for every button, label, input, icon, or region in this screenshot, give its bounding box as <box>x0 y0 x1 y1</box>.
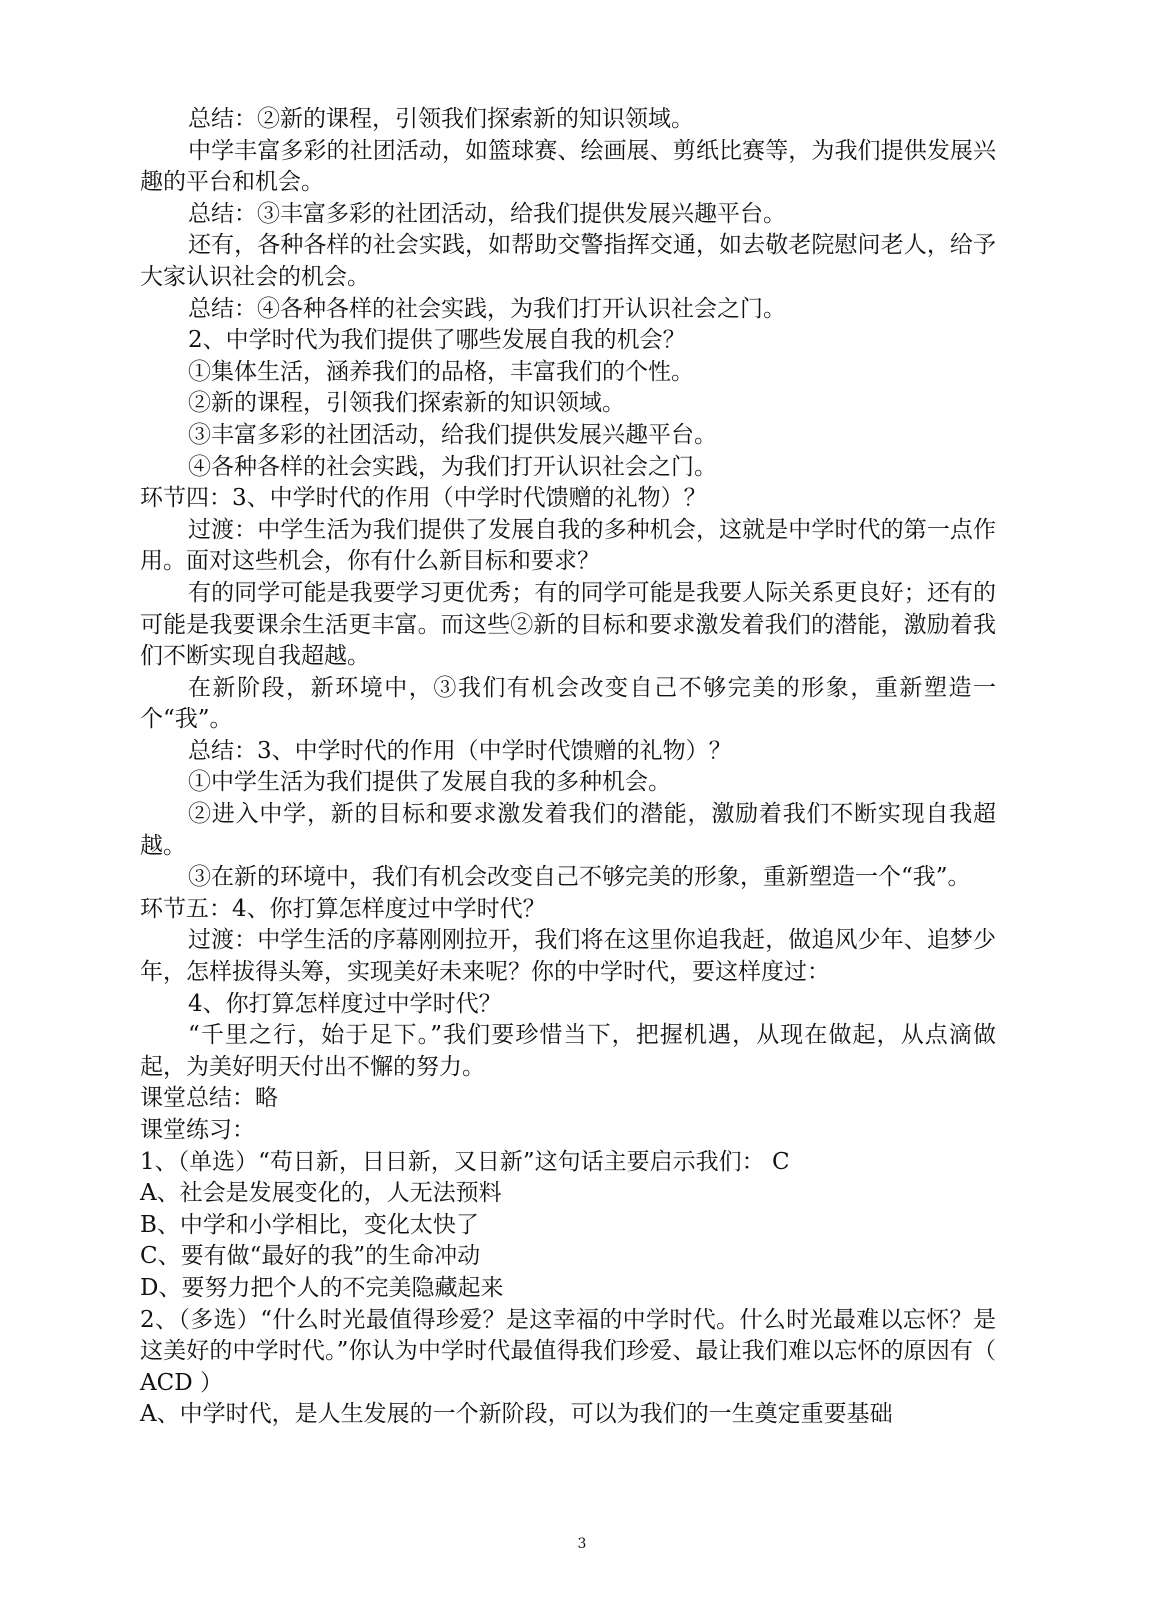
question-4-heading: 4、你打算怎样度过中学时代？ <box>188 990 502 1017</box>
paragraph-transition-5: 过渡：中学生活的序幕刚刚拉开，我们将在这里你追我赶，做追风少年、追梦少年，怎样拔得头筹，实现美好未来呢？你的中学时代，要这样度过： <box>140 927 996 986</box>
list-item: ④各种各样的社会实践，为我们打开认识社会之门。 <box>188 453 717 480</box>
list-item: ③丰富多彩的社团活动，给我们提供发展兴趣平台。 <box>188 421 717 448</box>
answer-option: D、要努力把个人的不完美隐藏起来 <box>140 1274 504 1301</box>
paragraph-new-stage: 在新阶段，新环境中，③我们有机会改变自己不够完美的形象，重新塑造一个“我”。 <box>140 674 996 733</box>
paragraph-transition-4: 过渡：中学生活为我们提供了发展自我的多种机会，这就是中学时代的第一点作用。面对这些机会，你有什么新目标和要求？ <box>140 516 996 575</box>
list-item: ①集体生活，涵养我们的品格，丰富我们的个性。 <box>188 358 694 385</box>
answer-option: A、社会是发展变化的，人无法预料 <box>140 1180 502 1207</box>
list-item: ②新的课程，引领我们探索新的知识领域。 <box>188 390 625 417</box>
paragraph-summary-2: 总结：②新的课程，引领我们探索新的知识领域。 <box>188 106 694 132</box>
page-number: 3 <box>577 1536 587 1552</box>
answer-option: A、中学时代，是人生发展的一个新阶段，可以为我们的一生奠定重要基础 <box>140 1401 893 1428</box>
list-item: ①中学生活为我们提供了发展自我的多种机会。 <box>188 769 671 796</box>
answer-option: B、中学和小学相比，变化太快了 <box>140 1211 479 1238</box>
exercise-question-2: 2、（多选）“什么时光最值得珍爱？是这幸福的中学时代。什么时光最难以忘怀？是这美好的中学时代。”你认为中学时代最值得我们珍爱、最让我们难以忘怀的原因有（ ACD ） <box>140 1306 996 1396</box>
document-body <box>140 104 996 1431</box>
paragraph-social-practice: 还有，各种各样的社会实践，如帮助交警指挥交通，如去敬老院慰问老人，给予大家认识社会的机会。 <box>140 232 996 290</box>
list-item: ③在新的环境中，我们有机会改变自己不够完美的形象，重新塑造一个“我”。 <box>188 864 971 891</box>
class-summary: 课堂总结：略 <box>140 1085 278 1112</box>
paragraph-new-goals: 有的同学可能是我要学习更优秀；有的同学可能是我要人际关系更良好；还有的可能是我要课余生活更丰富。而这些②新的目标和要求激发着我们的潜能，激励着我们不断实现自我超越。 <box>140 579 996 670</box>
section-heading-5: 环节五：4、你打算怎样度过中学时代？ <box>140 895 546 922</box>
paragraph-quote: “千里之行，始于足下。”我们要珍惜当下，把握机遇，从现在做起，从点滴做起，为美好明天付出不懈的努力。 <box>140 1022 996 1080</box>
summary-heading-3: 总结：3、中学时代的作用（中学时代馈赠的礼物）？ <box>188 737 732 764</box>
list-item: ②进入中学，新的目标和要求激发着我们的潜能，激励着我们不断实现自我超越。 <box>140 801 996 859</box>
question-2-heading: 2、中学时代为我们提供了哪些发展自我的机会？ <box>188 327 686 354</box>
section-heading-4: 环节四：3、中学时代的作用（中学时代馈赠的礼物）？ <box>140 485 707 512</box>
answer-option: C、要有做“最好的我”的生命冲动 <box>140 1243 481 1270</box>
exercise-question-1: 1、（单选）“苟日新，日日新，又日新”这句话主要启示我们： C <box>140 1148 790 1175</box>
paragraph-summary-3: 总结：③丰富多彩的社团活动，给我们提供发展兴趣平台。 <box>188 200 786 227</box>
class-exercise-heading: 课堂练习： <box>140 1117 255 1143</box>
paragraph-club-activities: 中学丰富多彩的社团活动，如篮球赛、绘画展、剪纸比赛等，为我们提供发展兴趣的平台和机会。 <box>140 137 996 196</box>
paragraph-summary-4: 总结：④各种各样的社会实践，为我们打开认识社会之门。 <box>188 295 786 322</box>
